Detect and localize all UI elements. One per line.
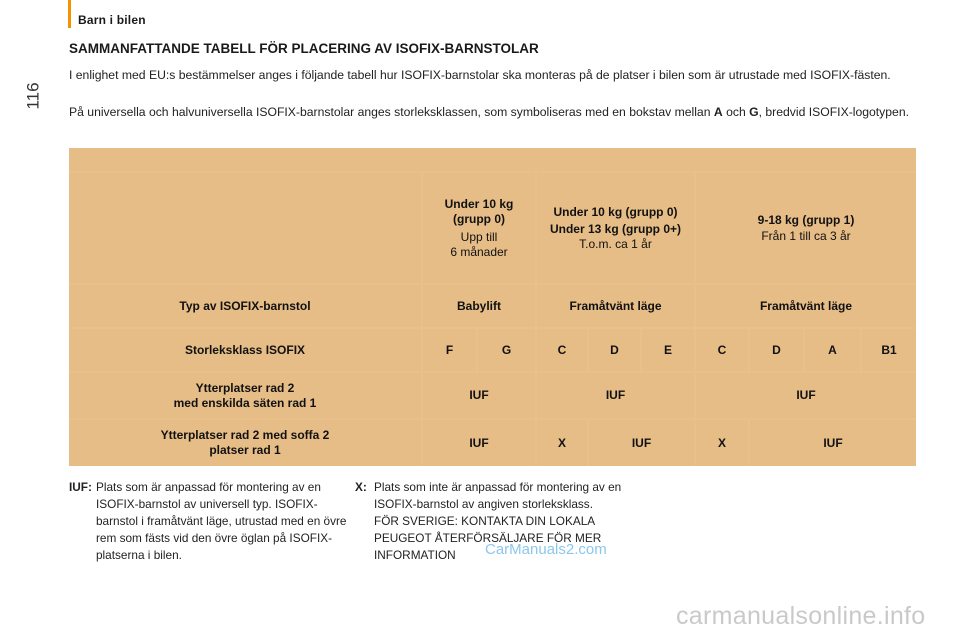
page-title: SAMMANFATTANDE TABELL FÖR PLACERING AV ISOFIX-BARNSTOLAR — [69, 41, 539, 56]
overlay-watermark: CarManuals2.com — [485, 541, 607, 558]
table-top-band — [69, 148, 916, 171]
row-outer-group1: IUF — [696, 373, 916, 418]
footnote-x-text: Plats som inte är anpassad för montering av en ISOFIX-barnstol av angiven storleksklass. — [374, 480, 622, 511]
page-number: 116 — [23, 82, 43, 110]
isofix-table — [69, 148, 916, 466]
row-sofa-x-2: X — [696, 420, 748, 466]
section-label: Barn i bilen — [78, 13, 146, 27]
type-row-forward-1: Framåtvänt läge — [537, 285, 694, 327]
footnote-x-sweden: FÖR SVERIGE: KONTAKTA DIN LOKALA PEUGEOT ÅTERFÖRSÄLJARE FÖR MER INFORMATION — [374, 514, 602, 562]
footnote-iuf — [69, 479, 349, 564]
row-outer-seats-label: Ytterplatser rad 2 med enskilda säten rad 1 — [69, 373, 421, 418]
type-row-babylift: Babylift — [423, 285, 535, 327]
type-row-label: Typ av ISOFIX-barnstol — [69, 285, 421, 327]
size-row-label: Storleksklass ISOFIX — [69, 329, 421, 371]
type-row-forward-2: Framåtvänt läge — [696, 285, 916, 327]
row-sofa-iuf-3: IUF — [750, 420, 916, 466]
row-outer-group0: IUF — [537, 373, 694, 418]
size-class-cell: D — [750, 329, 803, 371]
footnote-iuf-key: IUF: — [69, 480, 92, 494]
size-class-cell: C — [696, 329, 748, 371]
intro-paragraph-2: På universella och halvuniversella ISOFIX-barnstolar anges storleksklassen, som symboliseras med en bokstav mellan A och G, bredvid ISOFIX-logotypen. — [69, 105, 909, 119]
header-empty-cell — [69, 173, 421, 283]
row-outer-babylift: IUF — [423, 373, 535, 418]
section-accent-bar — [68, 0, 71, 28]
intro-paragraph-1: I enlighet med EU:s bestämmelser anges i följande tabell hur ISOFIX-barnstolar ska monteras på de platser i bilen som är utrustade med ISOFIX-fästen. — [69, 68, 891, 82]
header-group0-babylift: Under 10 kg (grupp 0) Upp till 6 månader — [423, 173, 535, 283]
header-group0-forward: Under 10 kg (grupp 0) Under 13 kg (grupp 0+) T.o.m. ca 1 år — [537, 173, 694, 283]
row-sofa-label: Ytterplatser rad 2 med soffa 2 platser rad 1 — [69, 420, 421, 466]
size-class-cell: G — [478, 329, 535, 371]
footnote-iuf-text: Plats som är anpassad för montering av en ISOFIX-barnstol av universell typ. ISOFIX-barnstol i framåtvänt läge, utrustad med en övre rem som fästs vid den övre öglan på ISOFIX-platserna i bilen. — [96, 480, 347, 562]
size-class-cell: B1 — [862, 329, 916, 371]
row-sofa-babylift: IUF — [423, 420, 535, 466]
footer-watermark: carmanualsonline.info — [676, 602, 926, 630]
size-class-cell: D — [589, 329, 640, 371]
size-class-cell: F — [423, 329, 476, 371]
size-class-cell: C — [537, 329, 587, 371]
header-group1: 9-18 kg (grupp 1) Från 1 till ca 3 år — [696, 173, 916, 283]
row-sofa-x-1: X — [537, 420, 587, 466]
size-class-cell: A — [805, 329, 860, 371]
row-sofa-iuf-2: IUF — [589, 420, 694, 466]
size-class-cell: E — [642, 329, 694, 371]
footnote-x-key: X: — [355, 480, 367, 494]
